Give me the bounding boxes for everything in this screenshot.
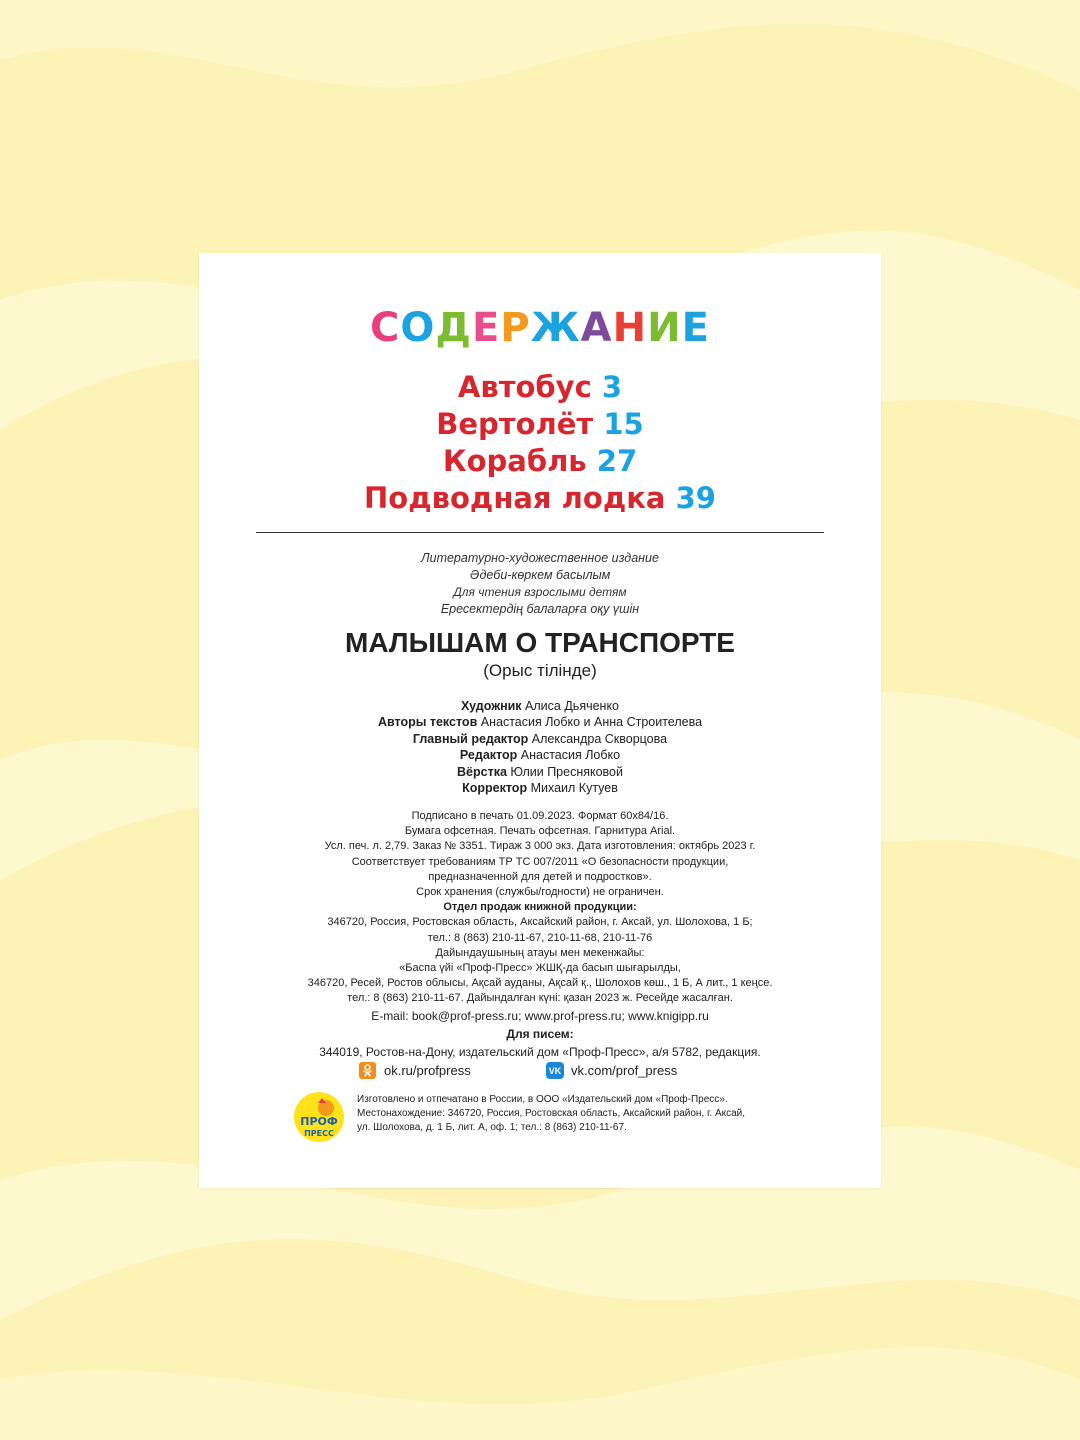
credit-line [199, 731, 881, 747]
prof-press-logo [293, 1091, 345, 1143]
toc-item-page: 3 [601, 370, 623, 404]
edition-line: Әдеби-көркем басылым [469, 568, 611, 582]
ok-link[interactable] [359, 1062, 471, 1079]
credit-line [199, 698, 881, 714]
logo-text: ПРОФ [300, 1115, 338, 1128]
contact-line: E-mail: book@prof-press.ru; www.prof-press.ru; www.knigipp.ru [371, 1008, 709, 1023]
toc-item [199, 443, 881, 480]
toc-item [199, 369, 881, 406]
credit-role: Вёрстка [457, 764, 507, 779]
imprint-line: предназначенной для детей и подростков». [428, 870, 652, 883]
imprint-line: Дайындаушының атауы мен мекенжайы: [435, 946, 645, 959]
ok-link-text: ok.ru/profpress [384, 1063, 471, 1078]
toc-heading-letter: Ж [530, 305, 581, 351]
credit-line [199, 780, 881, 796]
credit-role: Корректор [462, 781, 528, 796]
toc-heading-letter: Н [612, 305, 648, 351]
imprint [199, 809, 881, 1061]
imprint-line: тел.: 8 (863) 210-11-67, 210-11-68, 210-11-76 [427, 931, 653, 944]
toc-heading [199, 303, 881, 353]
toc-item [199, 406, 881, 443]
vk-icon: VK [546, 1062, 564, 1079]
credit-role: Авторы текстов [377, 715, 478, 730]
toc-heading-letter: А [580, 305, 613, 351]
edition-line: Литературно-художественное издание [421, 551, 659, 565]
footer-line: Местонахождение: 346720, Россия, Ростовская область, Аксайский район, г. Аксай, [357, 1108, 746, 1119]
toc-heading-letter: Д [435, 305, 473, 351]
logo-text: ПРЕСС [304, 1129, 334, 1138]
imprint-heading: Для писем: [506, 1026, 574, 1041]
credit-name: Александра Скворцова [531, 731, 668, 746]
imprint-heading: Отдел продаж книжной продукции: [443, 901, 637, 914]
credit-role: Художник [460, 699, 522, 713]
imprint-line: Усл. печ. л. 2,79. Заказ № 3351. Тираж 3 000 экз. Дата изготовления: октябрь 2023 г. [324, 840, 756, 853]
edition-line: Для чтения взрослыми детям [453, 585, 627, 599]
odnoklassniki-icon [359, 1062, 376, 1079]
credit-name: Юлии Пресняковой [510, 764, 623, 779]
edition-line: Ересектердің балаларға оқу үшін [440, 602, 640, 616]
imprint-line: 346720, Ресей, Ростов облысы, Ақсай ауданы, Ақсай қ., Шолохов көш., 1 Б, А лит., 1 кеңсе. [307, 977, 773, 990]
toc-item-page: 27 [596, 444, 638, 478]
imprint-line: Подписано в печать 01.09.2023. Формат 60x84/16. [411, 810, 669, 822]
imprint-line: «Баспа үйі «Проф-Пресс» ЖШҚ-да басып шығарылды, [399, 962, 681, 975]
vk-link[interactable] [546, 1062, 677, 1079]
toc-heading-letter: И [647, 305, 682, 351]
book-subtitle: (Орыс тілінде) [483, 661, 597, 680]
toc-heading-letter: Е [472, 305, 501, 351]
credit-line [199, 764, 881, 780]
toc-item-page: 39 [675, 481, 716, 515]
toc-item-name: Подводная лодка [364, 481, 666, 515]
divider [256, 532, 824, 533]
book-page [199, 253, 881, 1188]
credits [199, 698, 881, 796]
credit-name: Михаил Кутуев [530, 781, 618, 796]
credit-role: Главный редактор [412, 731, 529, 746]
toc-item-name: Автобус [457, 370, 592, 404]
toc-heading-letter: Е [681, 305, 710, 351]
toc-item [199, 480, 881, 517]
edition-type [199, 550, 881, 618]
toc-item-page: 15 [603, 407, 644, 441]
imprint-line: 346720, Россия, Ростовская область, Аксайский район, г. Аксай, ул. Шолохова, 1 Б; [327, 916, 753, 929]
imprint-line: Соответствует требованиям ТР ТС 007/2011 «О безопасности продукции, [351, 855, 729, 868]
credit-line [199, 747, 881, 763]
toc-heading-letter: О [400, 305, 436, 351]
imprint-line: Срок хранения (службы/годности) не ограничен. [416, 886, 664, 899]
credit-line [199, 714, 881, 730]
footer-line: ул. Шолохова, д. 1 Б, лит. А, оф. 1; тел.: 8 (863) 210-11-67. [357, 1122, 627, 1133]
toc-heading-letter: Р [500, 305, 531, 351]
credit-role: Редактор [459, 748, 518, 763]
credit-name: Анастасия Лобко [520, 748, 621, 763]
social-links [199, 1062, 881, 1082]
postal-address: 344019, Ростов-на-Дону, издательский дом «Проф-Пресс», а/я 5782, редакция. [319, 1044, 761, 1059]
vk-link-text: vk.com/prof_press [571, 1063, 678, 1078]
imprint-line: Бумага офсетная. Печать офсетная. Гарнитура Arial. [404, 825, 676, 838]
credit-name: Алиса Дьяченко [525, 699, 620, 713]
table-of-contents [199, 369, 881, 517]
toc-item-name: Корабль [442, 444, 587, 478]
credit-name: Анастасия Лобко и Анна Строителева [480, 715, 703, 730]
book-title: МАЛЫШАМ О ТРАНСПОРТЕ [345, 627, 735, 658]
footer-line: Изготовлено и отпечатано в России, в ООО «Издательский дом «Проф-Пресс». [357, 1094, 728, 1105]
manufacturer-info [357, 1093, 797, 1135]
toc-item-name: Вертолёт [436, 407, 594, 441]
imprint-line: тел.: 8 (863) 210-11-67. Дайындалған күні: қазан 2023 ж. Ресейде жасалған. [347, 992, 733, 1005]
toc-heading-letter: С [370, 305, 401, 351]
